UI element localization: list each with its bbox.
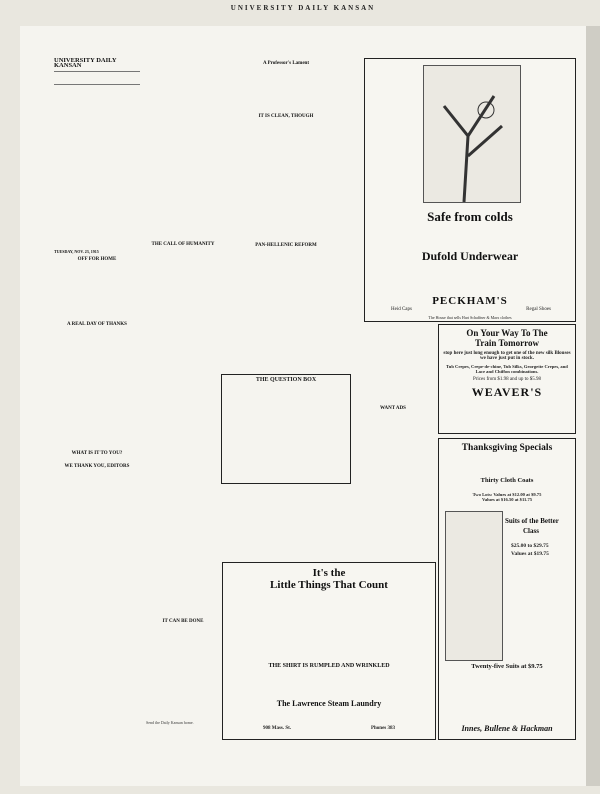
piece-title: IT IS CLEAN, THOUGH <box>258 114 314 120</box>
staff-block <box>54 75 140 80</box>
right-tag: Regal Shoes <box>526 307 551 312</box>
editorial-title: OFF FOR HOME <box>77 256 117 262</box>
editorial-title: THE CALL OF HUMANITY <box>151 242 215 247</box>
laundry-phone: Phones 383 <box>370 726 395 731</box>
tree-icon <box>424 66 520 202</box>
date-line: TUESDAY, NOV. 23, 1915 <box>54 248 99 254</box>
suit-price-2: Values at $19.75 <box>511 551 549 557</box>
store-footer: The House that sells Hart Schaffner & Marx clothes <box>428 315 512 320</box>
piece-title: A Professor's Lament <box>262 61 309 66</box>
weavers-store: WEAVER'S <box>471 385 543 399</box>
suits-heading-1: Suits of the Better <box>505 517 559 525</box>
page-edge <box>586 26 600 786</box>
weavers-heading-1: On Your Way To The <box>466 328 548 338</box>
column-4 <box>352 372 434 562</box>
brand-name: Dufold Underwear <box>421 249 519 263</box>
column-3 <box>225 58 347 368</box>
store-name: PECKHAM'S <box>432 295 508 307</box>
editorial-title: WE THANK YOU, EDITORS <box>64 464 130 470</box>
weavers-items: Tub Crepes, Crepe-de-chine, Tub Silks, Georgette Crepes, and Lace and Chiffon combinations. <box>446 364 568 374</box>
suit-price-1: $25.00 to $29.75 <box>511 543 549 549</box>
weavers-heading-2: Train Tomorrow <box>475 338 539 348</box>
safe-from-colds-heading: Safe from colds <box>427 209 513 224</box>
woman-in-suit-illustration <box>445 511 503 661</box>
editorial-title: WHAT IS IT TO YOU? <box>71 451 123 457</box>
coats-lot-1: Two Lots: Values at $12.00 at $9.75 <box>472 492 542 497</box>
laundry-heading-2: Little Things That Count <box>270 579 388 591</box>
laundry-ad <box>222 562 436 740</box>
underwear-ad <box>364 58 576 322</box>
left-tag: Heid Caps <box>391 307 412 312</box>
editorial-title: IT CAN BE DONE <box>162 619 204 625</box>
column-1 <box>54 58 140 778</box>
bullene-ad <box>438 438 576 740</box>
want-ads-title: WANT ADS <box>380 406 406 411</box>
piece-title: PAN-HELLENIC REFORM <box>255 243 317 249</box>
weavers-prices: Prices from $1.98 and up to $5.98 <box>472 377 542 382</box>
laundry-address: 908 Mass. St. <box>263 726 292 731</box>
editorial-title: A REAL DAY OF THANKS <box>67 322 127 328</box>
suits-heading-2: Class <box>523 527 539 535</box>
weavers-ad <box>438 324 576 434</box>
bullene-heading: Thanksgiving Specials <box>461 443 553 453</box>
question-box-title: THE QUESTION BOX <box>255 377 317 383</box>
coats-lot-2: Values at $16.50 at $11.75 <box>481 497 533 502</box>
footer-line: Send the Daily Kansan home. <box>146 720 194 726</box>
coats-title: Thirty Cloth Coats <box>480 477 534 484</box>
laundry-heading-1: It's the <box>312 567 346 579</box>
twenty-five-suits: Twenty-five Suits at $9.75 <box>471 663 543 670</box>
column-2 <box>146 58 220 778</box>
bullene-signature: Innes, Bullene & Hackman <box>461 724 553 733</box>
running-head: UNIVERSITY DAILY KANSAN <box>230 4 376 12</box>
laundry-name: The Lawrence Steam Laundry <box>276 699 382 708</box>
masthead: UNIVERSITY DAILY KANSAN <box>54 58 117 70</box>
question-box <box>221 374 351 484</box>
boy-in-tree-illustration <box>423 65 521 203</box>
weavers-body: stop here just long enough to get one of the new silk Blouses we have just put in stock. <box>443 351 571 361</box>
laundry-shirt-line: THE SHIRT IS RUMPLED AND WRINKLED <box>268 663 390 669</box>
